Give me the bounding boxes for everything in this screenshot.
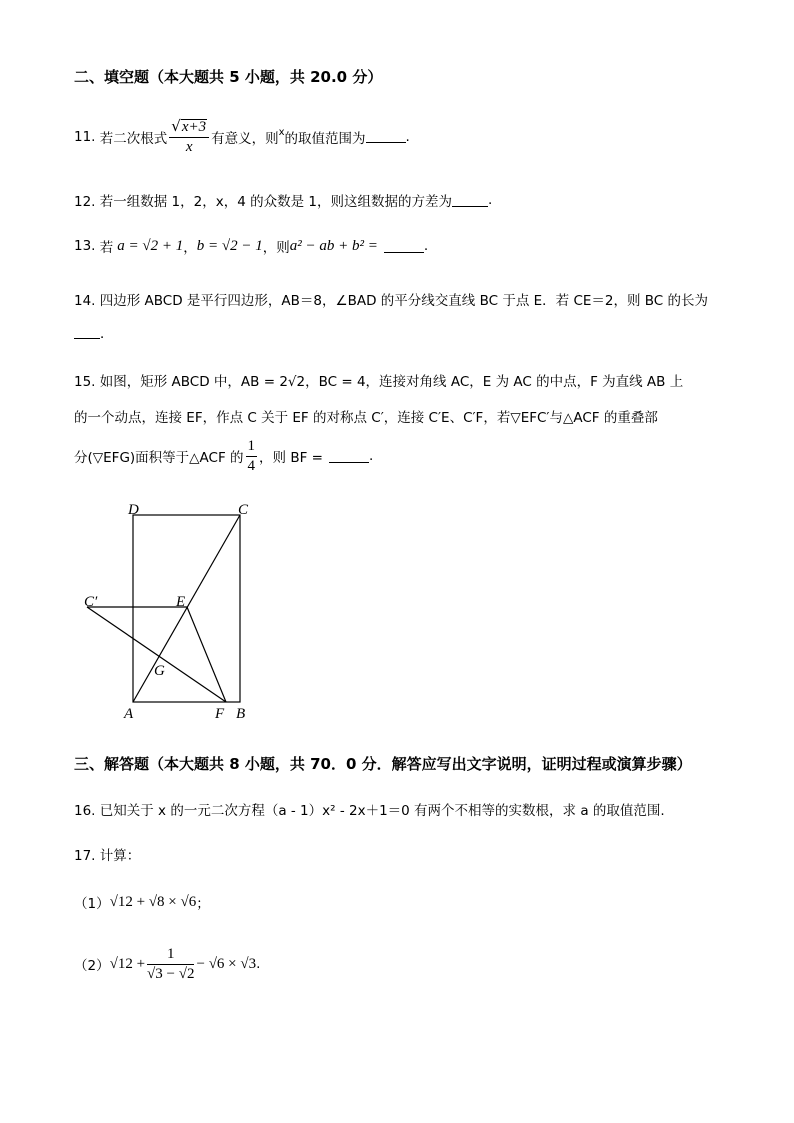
section-2-title: 二、填空题（本大题共 5 小题，共 20.0 分） [74, 68, 383, 86]
q15-line-3a: 分(▽EFG)面积等于△ACF 的 [74, 450, 244, 466]
q11-text-3: 的取值范围为 [284, 130, 366, 147]
question-15-line-3 [74, 438, 373, 474]
q13-a-definition: a = √2 + 1 [117, 237, 184, 254]
q13-end: . [423, 238, 429, 254]
q17-part-1-end: ； [196, 896, 210, 912]
q15-line-3b: ，则 BF = [259, 450, 323, 466]
question-17-title: 17. 计算： [74, 848, 141, 864]
q12-text: 12. 若一组数据 1，2，x，4 的众数是 1，则这组数据的方差为 [74, 194, 452, 210]
label-d: D [128, 502, 139, 518]
q11-var: x [278, 127, 285, 139]
section-3-title: 三、解答题（本大题共 8 小题，共 70．0 分．解答应写出文字说明，证明过程或演算步骤） [74, 755, 692, 773]
label-a: A [124, 706, 134, 722]
question-16: 16. 已知关于 x 的一元二次方程（a - 1）x² - 2x＋1＝0 有两个不相等的实数根，求 a 的取值范围. [74, 803, 665, 819]
q11-number: 11. [74, 128, 96, 145]
q14-end: ． [100, 326, 114, 342]
geometry-figure [70, 495, 270, 725]
question-14-line-1: 14. 四边形 ABCD 是平行四边形，AB＝8，∠BAD 的平分线交直线 BC 于点 E．若 CE＝2，则 BC 的长为 [74, 293, 709, 309]
q17-part-2-expr-a: √12 + [109, 955, 146, 972]
q17-part-2-end: . [256, 956, 261, 972]
segment-cp-f [87, 607, 226, 702]
question-15-line-2: 的一个动点，连接 EF，作点 C 关于 EF 的对称点 C′，连接 C′E、C′F，若▽EFC′与△ACF 的重叠部 [74, 410, 658, 426]
q14-answer-blank[interactable] [74, 326, 100, 339]
question-12 [74, 190, 492, 210]
q12-end: . [487, 192, 493, 208]
q17-part-2-numerator: 1 [147, 946, 194, 965]
q17-part-2-expr-b: − √6 × √3 [196, 955, 257, 972]
question-11 [74, 118, 410, 155]
q17-part-2-denominator: √3 − √2 [147, 965, 195, 982]
label-c: C [238, 502, 249, 518]
question-14-line-2 [74, 322, 114, 342]
label-e: E [176, 594, 186, 610]
label-g: G [154, 663, 165, 679]
q11-denominator: x [185, 138, 193, 155]
label-c-prime: C′ [84, 594, 98, 610]
label-b: B [236, 706, 246, 722]
question-15-line-1: 15. 如图，矩形 ABCD 中，AB = 2√2，BC = 4，连接对角线 AC，E 为 AC 的中点，F 为直线 AB 上 [74, 374, 684, 390]
q13-number: 13. [74, 238, 96, 254]
q15-fraction-denominator: 4 [247, 457, 256, 474]
q11-fraction: $\frac{√x+3}{x}$ [169, 118, 209, 155]
diagonal-ac [133, 515, 240, 702]
question-13: 13. 若 a = √2 + 1 ， b = √2 − 1 ，则 a² − ab + b² = . [74, 237, 429, 256]
q15-fraction [246, 438, 258, 474]
q13-b-definition: b = √2 − 1 [196, 237, 263, 254]
q13-text-1: 若 [99, 240, 114, 256]
question-17-part-2 [74, 946, 260, 982]
q15-answer-blank[interactable] [329, 450, 369, 463]
q15-end: . [368, 448, 374, 464]
q11-end: . [405, 128, 410, 145]
q13-answer-blank[interactable] [384, 240, 424, 253]
q17-part-2-label: （2） [74, 958, 110, 974]
label-f: F [215, 706, 225, 722]
q17-part-2-fraction [147, 946, 194, 982]
question-17-part-1 [74, 892, 210, 912]
q11-text-1: 若二次根式 [99, 130, 168, 147]
q11-radicand: x+3 [181, 119, 207, 135]
q17-part-1-label: （1） [74, 896, 110, 912]
q11-text-2: 有意义，则 [211, 130, 279, 147]
q13-text-2: ，则 [262, 240, 290, 256]
q11-answer-blank[interactable] [366, 130, 406, 143]
q13-expression: a² − ab + b² = [289, 237, 378, 254]
q12-answer-blank[interactable] [452, 194, 488, 207]
q17-part-1-expression: √12 + √8 × √6 [109, 893, 197, 910]
q15-fraction-numerator: 1 [246, 438, 258, 457]
segment-ef [187, 607, 226, 702]
